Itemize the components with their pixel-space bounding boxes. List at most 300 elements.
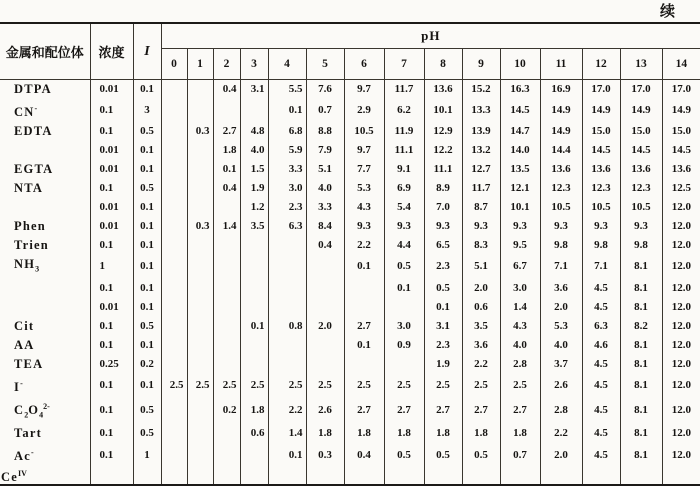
ph-value-cell: 0.9 [384,336,424,355]
concentration-cell: 0.01 [90,198,133,217]
ph-value-cell: 1.8 [344,424,384,443]
ionic-strength-cell: 0.5 [133,424,161,443]
ph-value-cell [344,355,384,374]
ph-value-cell [306,298,344,317]
ph-value-cell: 14.9 [582,99,620,122]
ph-value-cell [240,99,268,122]
ph-value-cell: 5.4 [384,198,424,217]
ph-value-cell: 9.3 [384,217,424,236]
ph-value-cell: 4.5 [582,374,620,397]
ph-value-cell [161,424,187,443]
row-label: DTPA [0,80,90,100]
ph-value-cell: 2.0 [540,443,582,466]
ph-value-cell: 3.1 [240,80,268,100]
ph-value-cell: 4.5 [582,298,620,317]
concentration-cell: 0.1 [90,424,133,443]
ph-value-cell: 2.7 [462,397,500,425]
ph-value-cell [268,336,306,355]
ph-value-cell: 13.6 [424,80,462,100]
ph-value-cell: 3.3 [306,198,344,217]
ph-value-cell: 2.8 [540,397,582,425]
ph-value-cell: 12.3 [582,179,620,198]
ph-value-cell: 10.5 [344,122,384,141]
concentration-cell: 0.1 [90,374,133,397]
ph-column-header: 1 [187,49,213,80]
ph-header: pH [161,23,700,49]
ph-value-cell [161,99,187,122]
ph-value-cell: 2.5 [240,374,268,397]
ph-value-cell: 10.5 [540,198,582,217]
row-label [0,279,90,298]
table-row [0,217,700,236]
ph-value-cell: 0.1 [268,99,306,122]
ph-value-cell [384,298,424,317]
ph-value-cell [187,443,213,466]
ph-value-cell [240,298,268,317]
ph-value-cell: 2.5 [424,374,462,397]
table-row [0,255,700,279]
ph-value-cell: 2.5 [344,374,384,397]
ph-value-cell [187,236,213,255]
ph-value-cell [161,80,187,100]
ph-value-cell: 2.0 [540,298,582,317]
row-label: Phen [0,217,90,236]
ph-value-cell: 7.7 [344,160,384,179]
ph-value-cell: 5.3 [344,179,384,198]
ph-value-cell [187,99,213,122]
ph-value-cell [213,279,240,298]
row-label: I- [0,374,90,397]
row-label: Tart [0,424,90,443]
ph-value-cell: 2.7 [344,317,384,336]
concentration-cell: 0.01 [90,217,133,236]
ph-value-cell: 14.7 [500,122,540,141]
ph-value-cell: 0.1 [344,336,384,355]
ph-value-cell: 8.1 [620,336,662,355]
ph-value-cell [306,467,344,485]
concentration-header: 浓度 [90,23,133,80]
ph-value-cell: 6.9 [384,179,424,198]
ph-value-cell: 15.0 [671,125,691,138]
ph-value-cell: 10.5 [582,198,620,217]
ph-value-cell: 2.2 [540,424,582,443]
ionic-strength-cell: 0.1 [133,198,161,217]
ph-value-cell: 1.4 [500,298,540,317]
ph-value-cell: 1.8 [384,424,424,443]
ph-column-header: 10 [500,49,540,80]
row-label: AA [0,336,90,355]
ph-value-cell: 0.1 [213,160,240,179]
ph-value-cell: 8.3 [462,236,500,255]
ph-value-cell: 12.0 [671,357,691,370]
ph-value-cell: 0.3 [187,217,213,236]
ph-value-cell: 12.5 [671,182,691,195]
ph-value-cell: 9.7 [344,141,384,160]
ph-value-cell: 17.0 [620,80,662,100]
ph-value-cell: 11.1 [424,160,462,179]
ph-value-cell [161,141,187,160]
ph-value-cell: 0.5 [424,279,462,298]
concentration-cell: 0.25 [90,355,133,374]
ph-column-header: 9 [462,49,500,80]
ph-value-cell [187,255,213,279]
ph-value-cell [187,424,213,443]
ionic-strength-cell: 0.1 [133,217,161,236]
ph-value-cell: 0.5 [424,443,462,466]
ph-value-cell [187,467,213,485]
ph-value-cell: 9.8 [620,236,662,255]
ionic-strength-cell: 0.1 [133,298,161,317]
ph-value-cell [213,355,240,374]
ph-value-cell: 13.6 [540,160,582,179]
ph-value-cell [161,279,187,298]
ph-value-cell: 2.7 [384,397,424,425]
ionic-strength-header: I [133,23,161,80]
ionic-strength-cell [133,467,161,485]
ph-value-cell: 9.8 [540,236,582,255]
ph-value-cell [240,355,268,374]
ph-value-cell: 8.4 [306,217,344,236]
ph-value-cell [213,424,240,443]
ionic-strength-cell: 0.1 [133,141,161,160]
ph-value-cell [582,467,620,485]
ph-value-cell [306,255,344,279]
ph-value-cell [240,236,268,255]
ph-value-cell: 0.3 [306,443,344,466]
ph-value-cell: 2.2 [268,397,306,425]
table-body [0,80,700,485]
ph-value-cell [161,467,187,485]
ph-value-cell: 2.3 [268,198,306,217]
table-row [0,198,700,217]
metal-ligand-header: 金属和配位体 [0,23,90,80]
ph-value-cell [213,336,240,355]
ph-value-cell [161,355,187,374]
row-label: $Ce^{IV}$ [0,467,90,485]
ph-value-cell: 13.5 [500,160,540,179]
ph-value-cell: 11.7 [462,179,500,198]
ph-value-cell [161,217,187,236]
table-header [0,23,700,80]
ph-value-cell: 13.9 [462,122,500,141]
ph-column-header: 13 [620,49,662,80]
table-row [0,80,700,100]
ionic-strength-cell: 1 [133,443,161,466]
ph-value-cell: 7.9 [306,141,344,160]
ph-value-cell: 8.1 [620,355,662,374]
ph-value-cell: 9.3 [344,217,384,236]
row-label [0,141,90,160]
ph-value-cell: 0.5 [384,255,424,279]
ph-value-cell: 1.8 [462,424,500,443]
ph-value-cell: 3.6 [540,279,582,298]
ph-value-cell [240,443,268,466]
ph-value-cell: 11.7 [384,80,424,100]
ph-value-cell: 12.1 [500,179,540,198]
ph-value-cell: 8.1 [620,255,662,279]
ph-value-cell: 9.5 [500,236,540,255]
ph-value-cell: 8.1 [620,279,662,298]
ph-column-header: 5 [306,49,344,80]
ph-value-cell [306,279,344,298]
ph-value-cell: 3.5 [462,317,500,336]
ph-value-cell: 2.6 [306,397,344,425]
ph-value-cell: 0.1 [240,317,268,336]
ph-value-cell: 2.9 [344,99,384,122]
ph-value-cell: 2.2 [462,355,500,374]
ph-value-cell: 8.1 [620,298,662,317]
ph-value-cell: 12.3 [620,179,662,198]
row-label [0,198,90,217]
table-row [0,179,700,198]
ph-value-cell: 4.0 [540,336,582,355]
ph-value-cell: 12.0 [671,404,691,417]
ph-value-cell [240,467,268,485]
row-label: EDTA [0,122,90,141]
ph-value-cell: 17.0 [671,83,691,95]
ph-value-cell: 12.0 [671,260,691,273]
ph-value-cell: 6.7 [500,255,540,279]
ph-value-cell: 3.0 [384,317,424,336]
concentration-cell: 1 [90,255,133,279]
ph-value-cell: 1.8 [306,424,344,443]
concentration-cell: 0.1 [90,443,133,466]
ph-value-cell: 6.3 [268,217,306,236]
ph-value-cell: 8.7 [462,198,500,217]
ph-value-cell: 4.0 [500,336,540,355]
row-label: CN- [0,99,90,122]
ph-value-cell [213,236,240,255]
ph-value-cell: 12.0 [671,281,691,294]
ph-value-cell [187,397,213,425]
ph-value-cell: 12.0 [671,378,691,391]
ph-value-cell [344,279,384,298]
ph-value-cell: 14.9 [540,122,582,141]
ph-value-cell: 0.6 [462,298,500,317]
concentration-cell: 0.1 [90,122,133,141]
ph-value-cell: 2.2 [344,236,384,255]
ph-value-cell: 12.0 [671,300,691,313]
ph-value-cell [161,317,187,336]
ph-value-cell: 1.4 [213,217,240,236]
ph-value-cell: 0.7 [500,443,540,466]
ph-value-cell [462,467,500,485]
ph-value-cell: 17.0 [582,80,620,100]
ph-value-cell: 4.5 [582,443,620,466]
ph-value-cell: 7.6 [306,80,344,100]
ph-value-cell: 8.1 [620,397,662,425]
ph-column-header: 4 [268,49,306,80]
ph-value-cell: 0.2 [213,397,240,425]
ph-value-cell: 4.0 [306,179,344,198]
ph-value-cell: 2.8 [500,355,540,374]
ph-value-cell: 1.8 [500,424,540,443]
table-row [0,443,700,466]
ionic-strength-cell: 0.1 [133,255,161,279]
ph-value-cell: 15.0 [620,122,662,141]
ph-value-cell: 2.5 [268,374,306,397]
ph-value-cell: 8.1 [620,374,662,397]
ph-value-cell: 14.9 [671,104,691,117]
ph-value-cell: 8.8 [306,122,344,141]
ionic-strength-cell: 0.1 [133,336,161,355]
ph-value-cell [187,317,213,336]
ph-value-cell [268,355,306,374]
ph-value-cell: 0.4 [344,443,384,466]
ph-value-cell: 2.3 [424,255,462,279]
table-row [0,141,700,160]
ph-value-cell: 5.5 [268,80,306,100]
table-row [0,467,700,485]
ph-value-cell: 12.0 [671,448,691,461]
ph-value-cell: 4.3 [344,198,384,217]
ph-value-cell [620,467,662,485]
ionic-strength-cell: 0.1 [133,160,161,179]
ph-value-cell: 13.6 [620,160,662,179]
table-row [0,424,700,443]
row-label: $NH_3$ [0,255,90,279]
ph-value-cell: 4.0 [240,141,268,160]
row-label: $C_2O_4^{2-}$ [0,397,90,425]
ph-column-header: 8 [424,49,462,80]
ph-value-cell: 9.3 [500,217,540,236]
ionic-strength-cell: 3 [133,99,161,122]
table-row [0,99,700,122]
ph-value-cell [187,141,213,160]
ph-value-cell: 12.0 [671,201,691,214]
ph-value-cell: 14.9 [620,99,662,122]
ph-value-cell [187,355,213,374]
ph-value-cell: 13.6 [582,160,620,179]
ionic-strength-cell: 0.5 [133,122,161,141]
ph-value-cell: 12.7 [462,160,500,179]
ph-column-header: 11 [540,49,582,80]
ionic-strength-cell: 0.1 [133,80,161,100]
ph-value-cell: 16.3 [500,80,540,100]
ionic-strength-cell: 0.5 [133,397,161,425]
ph-value-cell [187,279,213,298]
ph-value-cell: 6.8 [268,122,306,141]
ph-value-cell: 14.9 [540,99,582,122]
ph-value-cell [161,298,187,317]
ph-value-cell: 2.7 [424,397,462,425]
ph-value-cell: 9.3 [582,217,620,236]
concentration-cell: 0.1 [90,397,133,425]
ph-value-cell [161,160,187,179]
ph-value-cell: 15.2 [462,80,500,100]
ph-value-cell [384,467,424,485]
ph-value-cell: 1.8 [240,397,268,425]
ph-value-cell [268,298,306,317]
ph-value-cell: 5.1 [462,255,500,279]
ph-value-cell [540,467,582,485]
row-label: Ac- [0,443,90,466]
ph-value-cell: 12.3 [540,179,582,198]
ph-value-cell [384,355,424,374]
ph-value-cell: 2.7 [213,122,240,141]
row-label: TEA [0,355,90,374]
table-row [0,160,700,179]
ph-value-cell [161,443,187,466]
ph-value-cell: 2.7 [344,397,384,425]
ph-value-cell: 8.9 [424,179,462,198]
ph-value-cell: 10.1 [500,198,540,217]
ph-value-cell [187,336,213,355]
ph-value-cell: 11.9 [384,122,424,141]
ph-value-cell: 9.1 [384,160,424,179]
ph-value-cell: 10.5 [620,198,662,217]
ph-value-cell: 1.8 [424,424,462,443]
ph-value-cell [187,179,213,198]
ph-value-cell [161,179,187,198]
ph-value-cell: 3.1 [424,317,462,336]
alpha-side-reaction-table [0,22,700,486]
ph-value-cell [240,336,268,355]
ph-value-cell: 9.3 [620,217,662,236]
ph-value-cell: 4.5 [582,397,620,425]
ph-value-cell: 1.9 [240,179,268,198]
row-label: Trien [0,236,90,255]
ph-value-cell [161,255,187,279]
ph-value-cell: 0.1 [344,255,384,279]
ph-value-cell: 4.6 [582,336,620,355]
concentration-cell: 0.01 [90,80,133,100]
ph-value-cell: 14.0 [500,141,540,160]
table-row [0,122,700,141]
concentration-cell [90,467,133,485]
ph-column-header: 0 [161,49,187,80]
ph-value-cell: 5.1 [306,160,344,179]
ph-value-cell: 10.1 [424,99,462,122]
ph-value-cell [187,80,213,100]
ph-value-cell: 2.5 [161,374,187,397]
ph-value-cell: 3.6 [462,336,500,355]
ph-value-cell: 14.5 [671,144,691,157]
ph-value-cell: 1.2 [240,198,268,217]
ph-value-cell: 9.3 [462,217,500,236]
ph-value-cell [268,255,306,279]
row-label: NTA [0,179,90,198]
concentration-cell: 0.01 [90,160,133,179]
ph-value-cell: 12.0 [671,319,691,332]
ph-value-cell: 2.5 [384,374,424,397]
table-row [0,374,700,397]
ph-value-cell: 7.1 [582,255,620,279]
table-row [0,355,700,374]
ph-value-cell: 12.0 [671,338,691,351]
table-row [0,317,700,336]
ph-value-cell [662,467,700,485]
ph-value-cell: 2.6 [540,374,582,397]
ph-value-cell: 7.0 [424,198,462,217]
ph-value-cell [500,467,540,485]
table-row [0,336,700,355]
ph-value-cell: 2.5 [187,374,213,397]
ph-value-cell: 14.5 [620,141,662,160]
table-row [0,279,700,298]
ph-value-cell: 8.2 [620,317,662,336]
ph-value-cell [268,467,306,485]
ph-value-cell: 0.1 [424,298,462,317]
ph-value-cell: 1.8 [213,141,240,160]
ph-value-cell: 0.7 [306,99,344,122]
ionic-strength-cell: 0.1 [133,236,161,255]
ph-value-cell: 5.9 [268,141,306,160]
ph-value-cell [213,317,240,336]
ph-value-cell: 0.5 [462,443,500,466]
ph-value-cell: 9.3 [424,217,462,236]
ph-value-cell [213,443,240,466]
